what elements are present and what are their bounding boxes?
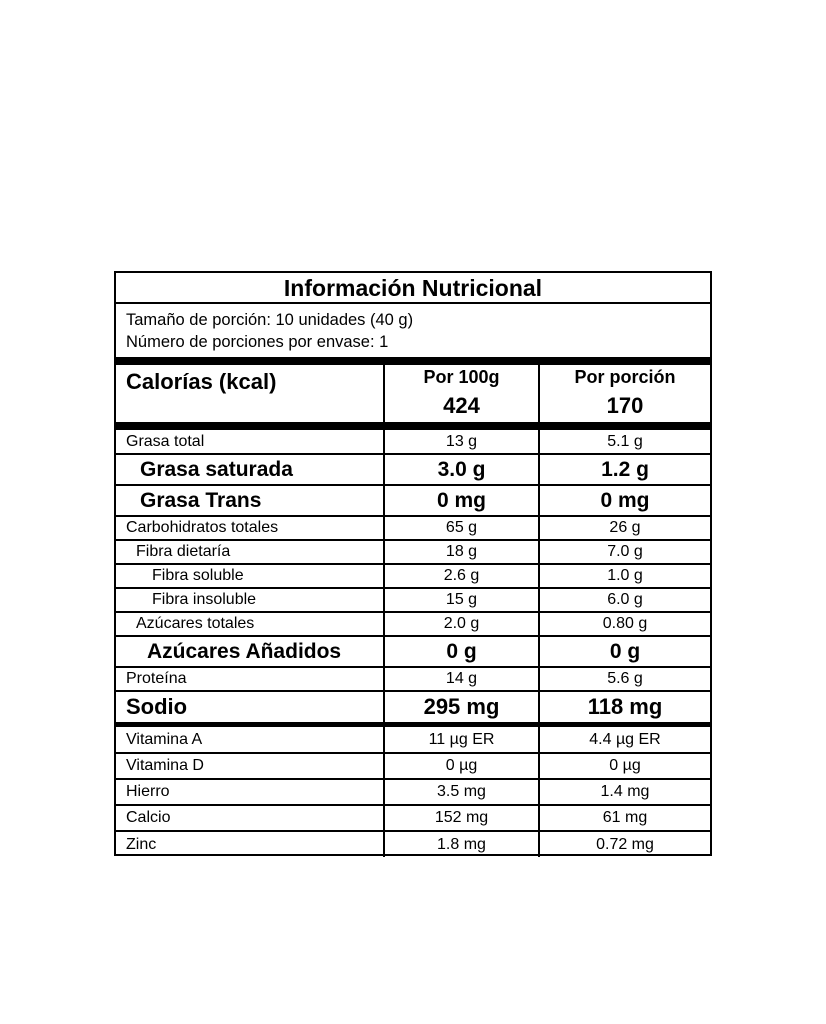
vitamin-per-100g: 0 µg	[384, 753, 539, 779]
vitamin-per-portion: 0.72 mg	[596, 835, 654, 853]
nutrient-per-100g: 3.0 g	[384, 454, 539, 485]
nutrient-per-portion: 5.6 g	[539, 667, 710, 691]
vitamin-per-portion: 61 mg	[539, 805, 710, 831]
thick-divider	[116, 357, 710, 365]
vitamin-row	[116, 805, 710, 831]
nutrient-per-100g: 14 g	[384, 667, 539, 691]
nutrient-per-100g: 295 mg	[384, 691, 539, 722]
vitamin-name: Zinc	[116, 831, 384, 857]
col-header-per-100g: Por 100g	[384, 365, 539, 389]
vitamin-name: Hierro	[116, 779, 384, 805]
nutrient-name: Proteína	[116, 667, 384, 691]
nutrient-per-100g: 18 g	[384, 540, 539, 564]
nutrient-row	[116, 636, 710, 667]
vitamin-per-100g: 3.5 mg	[384, 779, 539, 805]
nutrient-row	[116, 485, 710, 516]
nutrient-per-100g: 15 g	[384, 588, 539, 612]
nutrient-per-portion: 0 mg	[539, 485, 710, 516]
thick-divider	[116, 422, 710, 430]
calories-per-portion: 170	[606, 392, 644, 418]
nutrient-name: Grasa saturada	[116, 454, 384, 485]
col-header-per-portion: Por porción	[574, 366, 676, 387]
nutrient-per-portion: 1.2 g	[539, 454, 710, 485]
servings-per-container: Número de porciones por envase: 1	[126, 333, 389, 351]
vitamin-row	[116, 753, 710, 779]
vitamin-name: Vitamina D	[116, 753, 384, 779]
nutrition-facts-label	[114, 271, 712, 856]
nutrient-per-portion: 7.0 g	[539, 540, 710, 564]
nutrient-name: Fibra soluble	[116, 564, 384, 588]
calories-label: Calorías (kcal)	[116, 365, 384, 422]
nutrients-table	[116, 430, 710, 722]
nutrient-row	[116, 667, 710, 691]
nutrient-per-100g: 65 g	[384, 516, 539, 540]
nutrient-per-portion: 0 g	[539, 636, 710, 667]
nutrient-name: Azúcares Añadidos	[116, 636, 384, 667]
nutrient-per-100g: 2.0 g	[384, 612, 539, 636]
nutrient-per-portion: 5.1 g	[539, 430, 710, 454]
nutrient-per-portion: 1.0 g	[539, 564, 710, 588]
nutrient-row	[116, 691, 710, 722]
nutrient-row	[116, 430, 710, 454]
calories-per-100g: 424	[384, 389, 539, 422]
nutrient-row	[116, 540, 710, 564]
vitamin-row	[116, 727, 710, 753]
nutrient-name: Grasa Trans	[116, 485, 384, 516]
nutrient-per-portion: 118 mg	[587, 694, 663, 719]
vitamin-name: Vitamina A	[116, 727, 384, 753]
nutrient-per-portion: 0.80 g	[539, 612, 710, 636]
serving-info	[116, 304, 710, 357]
vitamin-per-100g: 1.8 mg	[384, 831, 539, 857]
nutrient-name: Carbohidratos totales	[116, 516, 384, 540]
nutrient-per-100g: 0 g	[384, 636, 539, 667]
vitamin-row	[116, 831, 710, 857]
nutrient-row	[116, 588, 710, 612]
nutrient-name: Grasa total	[116, 430, 384, 454]
nutrient-name: Azúcares totales	[116, 612, 384, 636]
nutrient-row	[116, 612, 710, 636]
nutrient-name: Fibra insoluble	[116, 588, 384, 612]
vitamin-row	[116, 779, 710, 805]
vitamin-per-portion: 0 µg	[539, 753, 710, 779]
nutrient-name: Sodio	[116, 691, 384, 722]
vitamin-per-100g: 152 mg	[384, 805, 539, 831]
vitamin-per-portion: 4.4 µg ER	[539, 727, 710, 753]
nutrient-per-portion: 26 g	[539, 516, 710, 540]
nutrient-name: Fibra dietaría	[116, 540, 384, 564]
nutrient-per-portion: 6.0 g	[539, 588, 710, 612]
nutrient-per-100g: 13 g	[384, 430, 539, 454]
nutrient-row	[116, 454, 710, 485]
serving-size: Tamaño de porción: 10 unidades (40 g)	[126, 311, 414, 329]
nutrient-row	[116, 516, 710, 540]
nutrient-per-100g: 2.6 g	[384, 564, 539, 588]
vitamin-per-portion: 1.4 mg	[539, 779, 710, 805]
vitamins-table	[116, 727, 710, 857]
nutrient-row	[116, 564, 710, 588]
label-title: Información Nutricional	[116, 273, 710, 304]
vitamin-name: Calcio	[116, 805, 384, 831]
calories-table	[116, 365, 710, 422]
nutrient-per-100g: 0 mg	[384, 485, 539, 516]
vitamin-per-100g: 11 µg ER	[384, 727, 539, 753]
